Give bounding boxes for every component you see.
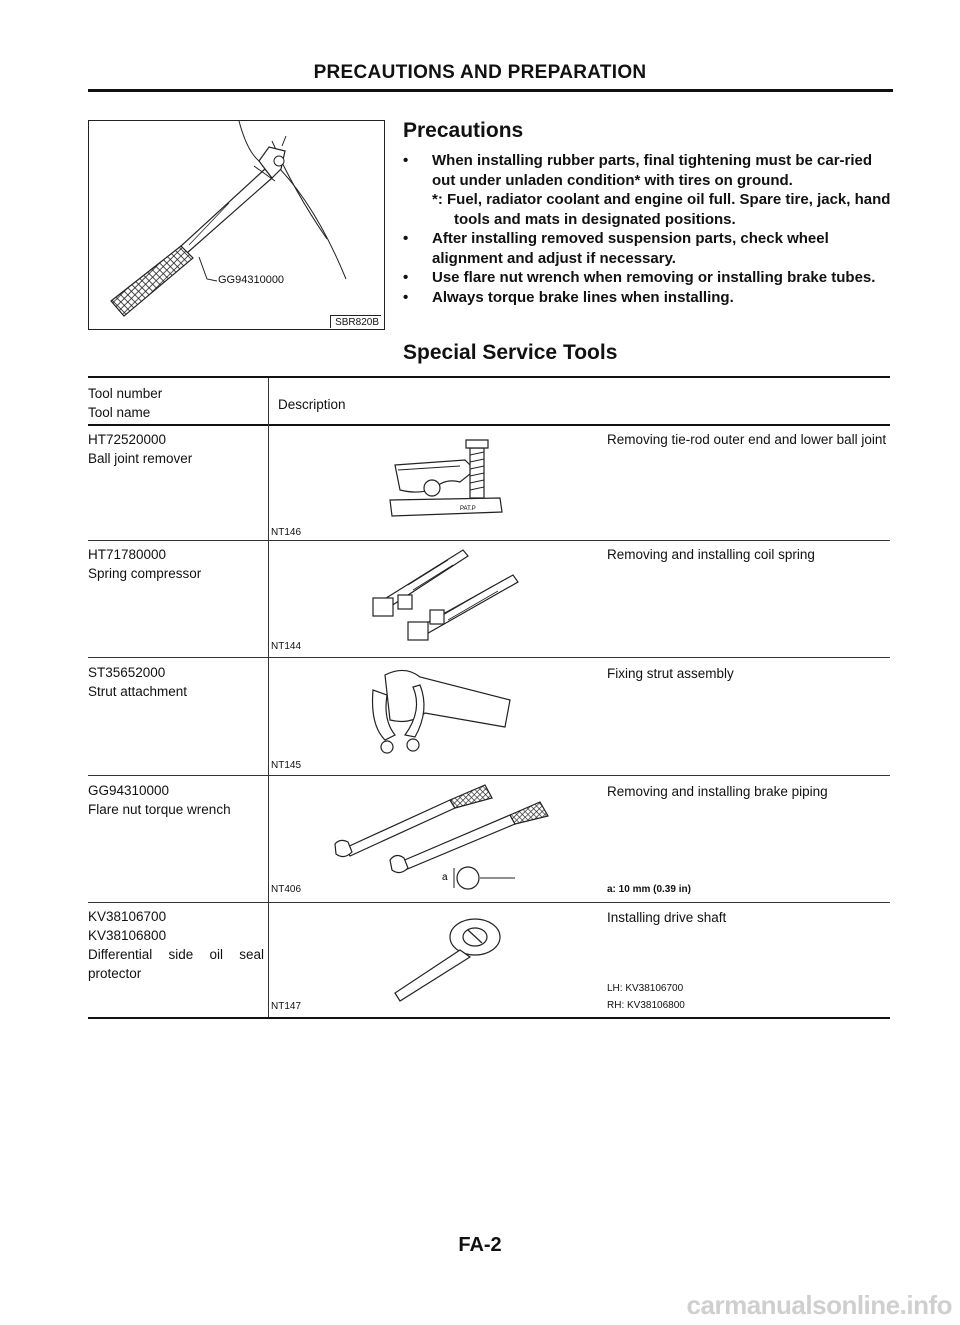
tool-name: Differential side oil seal protector bbox=[88, 947, 264, 981]
tool-number: HT72520000 bbox=[88, 432, 167, 447]
strut-attachment-illustration bbox=[365, 665, 515, 760]
tool-description: Installing drive shaft bbox=[607, 910, 727, 925]
tool-extra: LH: KV38106700 bbox=[607, 983, 684, 994]
column-divider bbox=[268, 378, 269, 1018]
dimension-label: a bbox=[442, 872, 448, 883]
tool-extra: a: 10 mm (0.39 in) bbox=[607, 884, 691, 895]
tool-name: Flare nut torque wrench bbox=[88, 802, 231, 817]
tool-code: NT406 bbox=[271, 884, 302, 895]
row-separator bbox=[88, 657, 890, 658]
row-separator bbox=[88, 775, 890, 776]
tool-description: Removing and installing brake piping bbox=[607, 784, 828, 799]
row-separator bbox=[88, 540, 890, 541]
precaution-note: *: Fuel, radiator coolant and engine oil full. Spare tire, jack, hand tools and mats in designated positions. bbox=[432, 191, 891, 228]
tool-number: HT71780000 bbox=[88, 547, 167, 562]
col-description: Description bbox=[278, 397, 346, 412]
tool-description: Removing tie-rod outer end and lower ball joint bbox=[607, 432, 887, 447]
tool-description: Removing and installing coil spring bbox=[607, 547, 815, 562]
page-header: PRECAUTIONS AND PREPARATION bbox=[313, 62, 647, 83]
tool-code: NT147 bbox=[271, 1001, 302, 1012]
tool-name: Ball joint remover bbox=[88, 451, 193, 466]
tools-top-rule bbox=[88, 376, 890, 378]
oil-seal-protector-illustration bbox=[390, 915, 520, 1005]
spring-compressor-illustration bbox=[368, 550, 528, 645]
flare-nut-wrench-illustration bbox=[330, 780, 555, 895]
tool-description: Fixing strut assembly bbox=[607, 666, 734, 681]
tool-name: Strut attachment bbox=[88, 684, 188, 699]
tools-bottom-rule bbox=[88, 1017, 890, 1019]
precautions-list bbox=[403, 151, 895, 307]
tool-code: NT146 bbox=[271, 527, 302, 538]
tools-title: Special Service Tools bbox=[403, 341, 618, 364]
precaution-item: • Always torque brake lines when installing. bbox=[403, 288, 734, 306]
header-bottom-rule bbox=[88, 424, 890, 426]
tool-name: Spring compressor bbox=[88, 566, 202, 581]
tool-number: GG94310000 bbox=[88, 783, 170, 798]
patent-label: PAT.P bbox=[460, 506, 476, 512]
figure-callout: GG94310000 bbox=[218, 274, 285, 286]
precaution-item: • Use flare nut wrench when removing or installing brake tubes. bbox=[403, 269, 876, 286]
header-rule bbox=[88, 89, 893, 92]
tool-code: NT144 bbox=[271, 641, 302, 652]
tool-code: NT145 bbox=[271, 760, 302, 771]
precaution-item: • When installing rubber parts, final tightening must be car-ried out under unladen condition* with tires on ground. bbox=[403, 152, 873, 189]
tool-extra: RH: KV38106800 bbox=[607, 1000, 685, 1011]
torque-wrench-illustration bbox=[89, 121, 386, 331]
tool-number: KV38106800 bbox=[88, 928, 167, 943]
ball-joint-remover-illustration bbox=[390, 440, 530, 525]
figure-code: SBR820B bbox=[330, 315, 381, 328]
precaution-item: • After installing removed suspension parts, check wheel alignment and adjust if necessary. bbox=[403, 230, 829, 267]
watermark: carmanualsonline.info bbox=[686, 1290, 952, 1320]
tool-number: ST35652000 bbox=[88, 665, 166, 680]
row-separator bbox=[88, 902, 890, 903]
col-tool-number: Tool number bbox=[88, 386, 163, 401]
col-tool-name: Tool name bbox=[88, 405, 151, 420]
wrench-figure bbox=[88, 120, 385, 330]
precautions-title: Precautions bbox=[403, 119, 524, 142]
tool-number: KV38106700 bbox=[88, 909, 167, 924]
page-number: FA-2 bbox=[458, 1234, 502, 1256]
